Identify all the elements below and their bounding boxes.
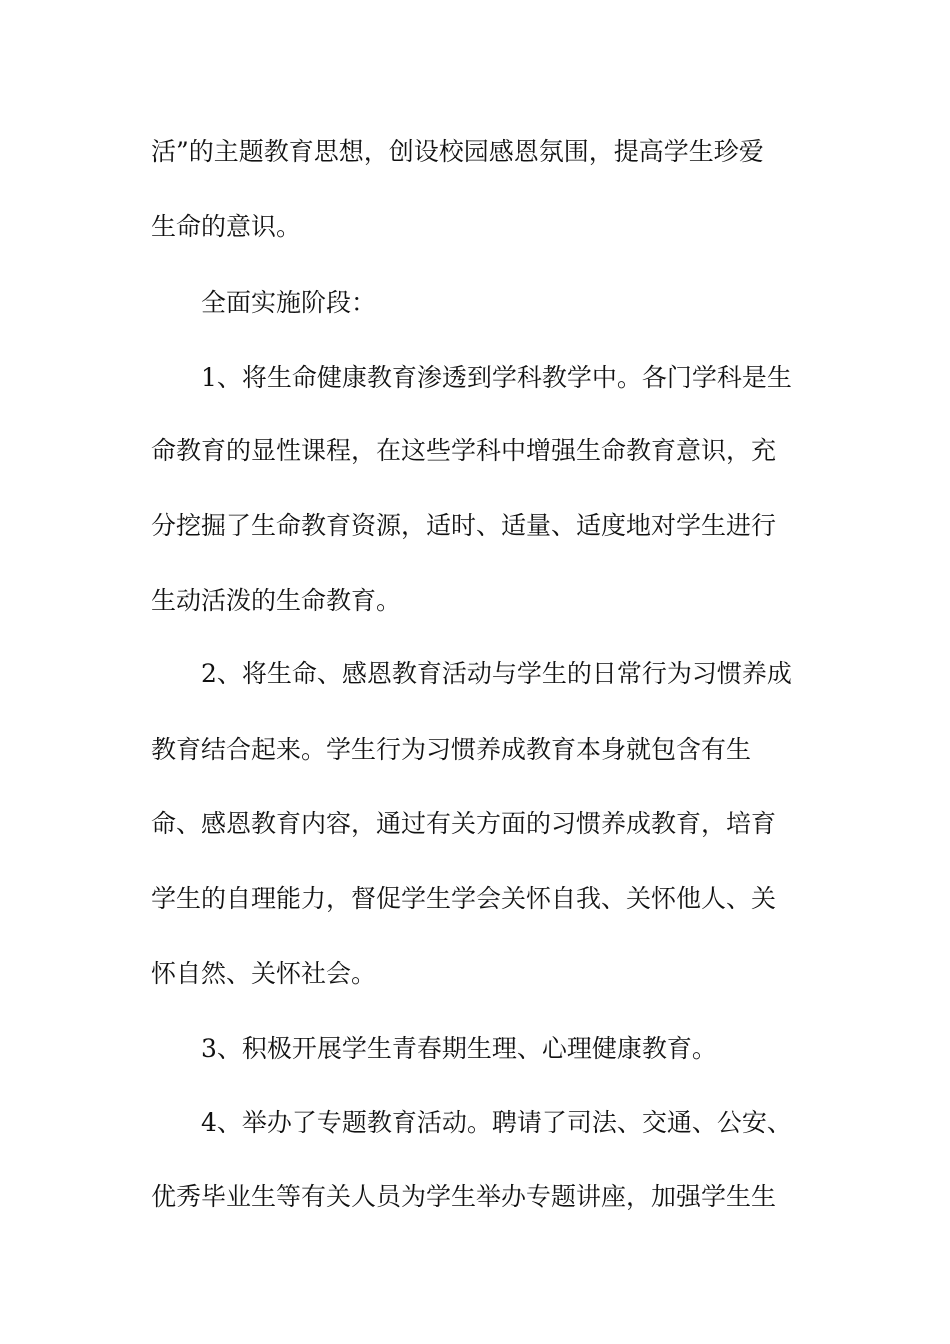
text-line: 分挖掘了生命教育资源，适时、适量、适度地对学生进行 — [151, 511, 777, 540]
text-line: 活”的主题教育思想，创设校园感恩氛围，提高学生珍爱 — [151, 137, 764, 166]
text-line: 4、举办了专题教育活动。聘请了司法、交通、公安、 — [201, 1108, 792, 1137]
text-line: 生命的意识。 — [151, 212, 302, 241]
section-heading: 全面实施阶段： — [201, 288, 377, 317]
text-line: 命、感恩教育内容，通过有关方面的习惯养成教育，培育 — [151, 809, 777, 838]
text-line: 1、将生命健康教育渗透到学科教学中。各门学科是生 — [201, 363, 792, 392]
text-line: 命教育的显性课程，在这些学科中增强生命教育意识，充 — [151, 436, 777, 465]
text-line: 优秀毕业生等有关人员为学生举办专题讲座，加强学生生 — [151, 1182, 777, 1211]
text-line: 2、将生命、感恩教育活动与学生的日常行为习惯养成 — [201, 659, 792, 688]
text-line: 生动活泼的生命教育。 — [151, 586, 402, 615]
text-line: 学生的自理能力，督促学生学会关怀自我、关怀他人、关 — [151, 884, 777, 913]
text-line: 3、积极开展学生青春期生理、心理健康教育。 — [201, 1034, 717, 1063]
text-line: 怀自然、关怀社会。 — [151, 959, 377, 988]
text-line: 教育结合起来。学生行为习惯养成教育本身就包含有生 — [151, 735, 752, 764]
